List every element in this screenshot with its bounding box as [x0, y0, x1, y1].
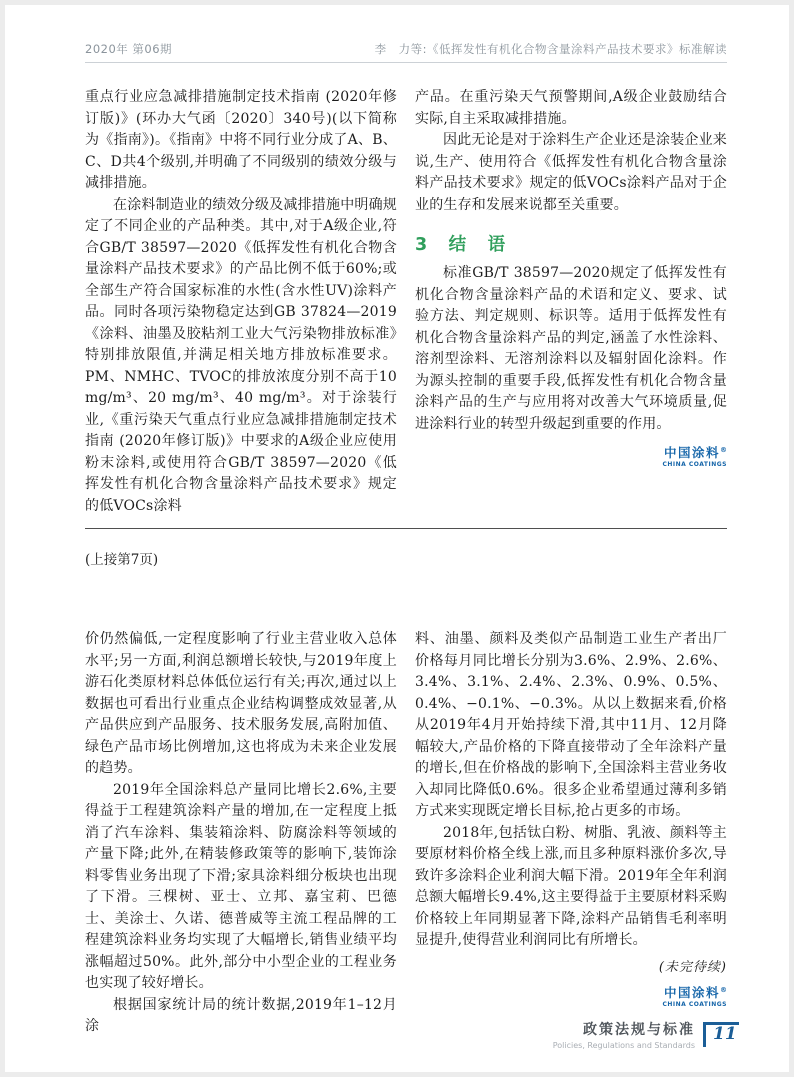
- paragraph: 因此无论是对于涂料生产企业还是涂装企业来说,生产、使用符合《低挥发性有机化合物含量涂料产品技术要求》规定的低VOCs涂料产品对于企业的生存和发展来说都至关重要。: [415, 132, 727, 213]
- paragraph: 2019年全国涂料总产量同比增长2.6%,主要得益于工程建筑涂料产量的增加,在一定程度上抵消了汽车涂料、集装箱涂料、防腐涂料等领域的产量下降;此外,在精装修政策等的影响下,装饰涂料零售业务出现了下滑;家具涂料细分板块也出现了下滑。三棵树、亚士、立邦、嘉宝莉、巴德士、美涂士、久诺、德普威等主流工程品牌的工程建筑涂料业务均实现了大幅增长,销售业绩平均涨幅超过50%。此外,部分中小型企业的工程业务也实现了较好增长。: [85, 781, 397, 991]
- to-be-continued-note: (未完待续): [658, 959, 727, 975]
- article-divider: [85, 528, 727, 529]
- footer-section-titles: [553, 1019, 695, 1050]
- article-1: [85, 87, 727, 517]
- continued-from-note: (上接第7页): [85, 552, 159, 568]
- china-coatings-logo: [415, 444, 727, 468]
- header-running-title: 李 力等:《低挥发性有机化合物含量涂料产品技术要求》标准解读: [374, 42, 727, 56]
- page-header: [85, 41, 727, 57]
- logo-zh-text: 中国涂料®: [663, 984, 727, 1000]
- page-footer: [553, 1019, 739, 1050]
- header-issue: 2020年 第06期: [85, 42, 173, 56]
- paragraph: 价仍然偏低,一定程度影响了行业主营业收入总体水平;另一方面,利润总额增长较快,与2019年度上游石化类原材料总体低位运行有关;再次,通过以上数据也可看出行业重点企业结构调整成效显著,从产品供应到产品服务、技术服务发展,高附加值、绿色产品市场比例增加,这也将成为未来企业发展的趋势。: [85, 631, 397, 776]
- article-2-right-column: [415, 629, 727, 1038]
- article-1-right-column: [415, 87, 727, 517]
- page-number-box: [703, 1022, 739, 1047]
- registered-mark-icon: ®: [720, 445, 727, 454]
- header-divider: [85, 62, 727, 63]
- logo-en-text: CHINA COATINGS: [662, 461, 727, 468]
- footer-section-en: Policies, Regulations and Standards: [552, 1041, 695, 1050]
- paragraph: 产品。在重污染天气预警期间,A级企业鼓励结合实际,自主采取减排措施。: [415, 89, 727, 127]
- section-heading-conclusion: 3 结 语: [415, 235, 508, 255]
- china-coatings-logo: [415, 984, 727, 1008]
- logo-wordmark: [415, 444, 727, 460]
- logo-wordmark: [415, 984, 727, 1000]
- page-number: 11: [713, 1024, 737, 1044]
- article-2-left-column: [85, 629, 397, 1038]
- registered-mark-icon: ®: [720, 985, 727, 994]
- paragraph: 重点行业应急减排措施制定技术指南 (2020年修订版)》(环办大气函〔2020〕340号)(以下简称为《指南》)。《指南》中将不同行业分成了A、B、C、D共4个级别,并明确了不同级别的绩效分级与减排措施。: [85, 89, 397, 191]
- article-1-left-column: [85, 87, 397, 517]
- logo-zh-text: 中国涂料®: [663, 445, 727, 460]
- paragraph: 料、油墨、颜料及类似产品制造工业生产者出厂价格每月同比增长分别为3.6%、2.9%、2.6%、3.4%、3.1%、2.4%、2.3%、0.9%、0.5%、0.4%、−0.1%、−0.3%。从以上数据来看,价格从2019年4月开始持续下滑,其中11月、12月降幅较大,产品价格的下降直接带动了全年涂料产量的增长,但在价格战的影响下,全国涂料主营业务收入却同比降低0.6%。很多企业希望通过薄利多销方式来实现既定增长目标,抢占更多的市场。: [415, 631, 727, 819]
- paragraph: 2018年,包括钛白粉、树脂、乳液、颜料等主要原材料价格全线上涨,而且多种原料涨价多次,导致许多涂料企业利润大幅下滑。2019年全年利润总额大幅增长9.4%,这主要得益于主要原材料采购价格较上年同期显著下降,涂料产品销售毛利率明显提升,使得营业利润同比有所增长。: [415, 824, 727, 948]
- paragraph: 根据国家统计局的统计数据,2019年1–12月涂: [85, 996, 397, 1034]
- page-sheet: [5, 5, 789, 1072]
- logo-en-text: CHINA COATINGS: [662, 1000, 727, 1008]
- footer-section-zh: 政策法规与标准: [583, 1022, 695, 1038]
- paragraph: 在涂料制造业的绩效分级及减排措施中明确规定了不同企业的产品种类。其中,对于A级企业,符合GB/T 38597—2020《低挥发性有机化合物含量涂料产品技术要求》的产品比例不低于60%;或全部生产符合国家标准的水性(含水性UV)涂料产品。同时各项污染物稳定达到GB 37824—2019《涂料、油墨及胶粘剂工业大气污染物排放标准》特别排放限值,并满足相关地方排放标准要求。PM、NMHC、TVOC的排放浓度分别不高于10 mg/m³、20 mg/m³、40 mg/m³。对于涂装行业,《重污染天气重点行业应急减排措施制定技术指南 (2020年修订版)》中要求的A级企业应使用粉末涂料,或使用符合GB/T 38597—2020《低挥发性有机化合物含量涂料产品技术要求》规定的低VOCs涂料: [85, 196, 397, 514]
- article-2: [85, 629, 727, 1038]
- paragraph: 标准GB/T 38597—2020规定了低挥发性有机化合物含量涂料产品的术语和定义、要求、试验方法、判定规则、标识等。适用于低挥发性有机化合物含量涂料产品的判定,涵盖了水性涂料、溶剂型涂料、无溶剂涂料以及辐射固化涂料。作为源头控制的重要手段,低挥发性有机化合物含量涂料产品的生产与应用将对改善大气环境质量,促进涂料行业的转型升级起到重要的作用。: [415, 265, 727, 432]
